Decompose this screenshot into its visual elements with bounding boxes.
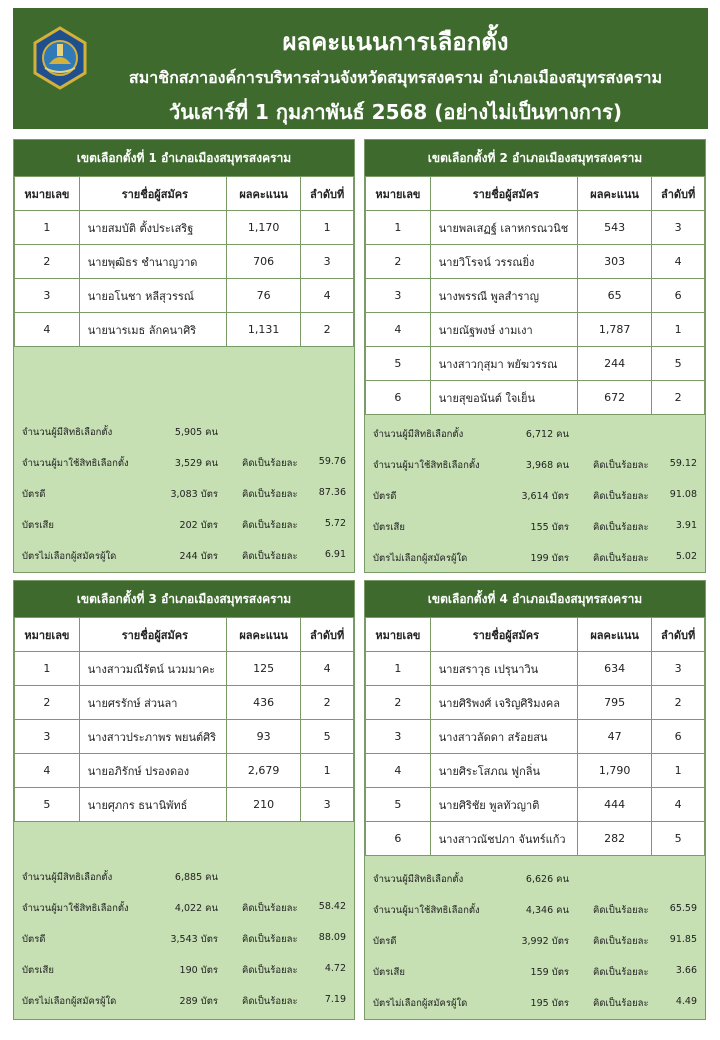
candidate-number: 2: [366, 686, 431, 720]
candidate-table: [365, 617, 705, 856]
stat-no-vote-ballots: [365, 542, 705, 573]
candidate-rank: 3: [652, 652, 705, 686]
stat-percent: 91.08: [669, 489, 697, 500]
stat-percent: 87.36: [318, 487, 346, 498]
provincial-seal-logo: [31, 26, 89, 90]
stat-percent: 5.72: [324, 518, 346, 529]
stat-voted: [365, 894, 705, 925]
stat-label: บัตรเสีย: [373, 522, 405, 533]
candidate-name: นายศุภกร ธนานิพัทธ์: [79, 788, 226, 822]
col-header-number: หมายเลข: [366, 618, 431, 652]
candidate-score: 1,787: [577, 313, 651, 347]
candidate-name: นายสมบัติ ตั้งประเสริฐ: [79, 211, 226, 245]
table-row: [15, 245, 354, 279]
candidate-name: นายสุขอนันต์ ใจเย็น: [430, 381, 577, 415]
table-header-row: [366, 618, 705, 652]
stat-value: 4,346 คน: [525, 905, 569, 916]
stat-label: บัตรดี: [373, 936, 397, 947]
table-row: [366, 313, 705, 347]
candidate-score: 795: [577, 686, 651, 720]
percent-label: คิดเป็นร้อยละ: [593, 905, 649, 916]
stat-eligible: [14, 416, 354, 447]
percent-label: คิดเป็นร้อยละ: [593, 936, 649, 947]
candidate-rank: 3: [301, 245, 354, 279]
candidate-name: นายศิริชัย พูลทัวญาติ: [430, 788, 577, 822]
table-row: [366, 822, 705, 856]
col-header-score: ผลคะแนน: [577, 618, 651, 652]
candidate-rank: 4: [301, 652, 354, 686]
stat-voted: [14, 892, 354, 923]
candidate-name: นายศรรักษ์ ส่วนลา: [79, 686, 226, 720]
stat-good-ballots: [14, 478, 354, 509]
table-row: [15, 211, 354, 245]
district-title: เขตเลือกตั้งที่ 3 อำเภอเมืองสมุทรสงคราม: [14, 581, 354, 617]
stat-value: 289 บัตร: [179, 996, 218, 1007]
candidate-name: นางสาวมณีรัตน์ นวมมาคะ: [79, 652, 226, 686]
candidate-rank: 4: [652, 788, 705, 822]
stat-label: บัตรดี: [22, 934, 46, 945]
candidate-rank: 3: [301, 788, 354, 822]
table-row: [366, 686, 705, 720]
candidate-number: 3: [366, 720, 431, 754]
stat-percent: 59.12: [669, 458, 697, 469]
district-4-panel: [364, 580, 706, 1020]
candidate-rank: 1: [652, 313, 705, 347]
col-header-number: หมายเลข: [366, 177, 431, 211]
stat-eligible: [365, 418, 705, 449]
candidate-rank: 6: [652, 279, 705, 313]
candidate-name: นางพรรณี พูลสำราญ: [430, 279, 577, 313]
candidate-score: 65: [577, 279, 651, 313]
stat-bad-ballots: [14, 954, 354, 985]
percent-label: คิดเป็นร้อยละ: [242, 520, 298, 531]
candidate-number: 6: [366, 822, 431, 856]
stat-value: 3,968 คน: [525, 460, 569, 471]
candidate-number: 1: [15, 211, 80, 245]
percent-label: คิดเป็นร้อยละ: [593, 553, 649, 564]
percent-label: คิดเป็นร้อยละ: [242, 903, 298, 914]
table-row: [366, 381, 705, 415]
candidate-score: 47: [577, 720, 651, 754]
header-banner: [13, 8, 708, 129]
summary-stats: [365, 863, 705, 1018]
candidate-number: 4: [15, 754, 80, 788]
candidate-score: 2,679: [226, 754, 300, 788]
stat-percent: 6.91: [324, 549, 346, 560]
candidate-rank: 3: [652, 211, 705, 245]
percent-label: คิดเป็นร้อยละ: [242, 965, 298, 976]
stat-label: บัตรไม่เลือกผู้สมัครผู้ใด: [22, 551, 117, 562]
stat-label: บัตรดี: [373, 491, 397, 502]
district-title: เขตเลือกตั้งที่ 1 อำเภอเมืองสมุทรสงคราม: [14, 140, 354, 176]
col-header-rank: ลำดับที่: [301, 618, 354, 652]
candidate-score: 76: [226, 279, 300, 313]
candidate-score: 672: [577, 381, 651, 415]
col-header-score: ผลคะแนน: [226, 618, 300, 652]
stat-good-ballots: [14, 923, 354, 954]
candidate-rank: 1: [301, 211, 354, 245]
stat-label: บัตรไม่เลือกผู้สมัครผู้ใด: [373, 998, 468, 1009]
col-header-name: รายชื่อผู้สมัคร: [79, 618, 226, 652]
candidate-name: นายพุฒิธร ชำนาญวาด: [79, 245, 226, 279]
stat-value: 3,529 คน: [174, 458, 218, 469]
candidate-number: 2: [366, 245, 431, 279]
stat-label: บัตรเสีย: [22, 520, 54, 531]
candidate-score: 444: [577, 788, 651, 822]
col-header-name: รายชื่อผู้สมัคร: [430, 618, 577, 652]
stat-label: จำนวนผู้มาใช้สิทธิเลือกตั้ง: [373, 460, 480, 471]
candidate-rank: 5: [652, 822, 705, 856]
stat-value: 3,614 บัตร: [521, 491, 569, 502]
col-header-number: หมายเลข: [15, 618, 80, 652]
percent-label: คิดเป็นร้อยละ: [593, 522, 649, 533]
table-header-row: [366, 177, 705, 211]
stat-label: จำนวนผู้มาใช้สิทธิเลือกตั้ง: [22, 458, 129, 469]
summary-stats: [14, 861, 354, 1016]
candidate-number: 3: [15, 279, 80, 313]
stat-percent: 4.72: [324, 963, 346, 974]
candidate-score: 1,170: [226, 211, 300, 245]
col-header-score: ผลคะแนน: [577, 177, 651, 211]
candidate-number: 5: [366, 347, 431, 381]
percent-label: คิดเป็นร้อยละ: [242, 489, 298, 500]
table-row: [366, 652, 705, 686]
stat-label: บัตรไม่เลือกผู้สมัครผู้ใด: [22, 996, 117, 1007]
candidate-score: 210: [226, 788, 300, 822]
stat-eligible: [365, 863, 705, 894]
col-header-rank: ลำดับที่: [301, 177, 354, 211]
table-row: [15, 313, 354, 347]
table-row: [366, 754, 705, 788]
candidate-number: 5: [15, 788, 80, 822]
table-row: [15, 720, 354, 754]
stat-value: 190 บัตร: [179, 965, 218, 976]
stat-percent: 59.76: [318, 456, 346, 467]
candidate-rank: 4: [301, 279, 354, 313]
stat-no-vote-ballots: [14, 540, 354, 571]
candidate-rank: 5: [652, 347, 705, 381]
col-header-name: รายชื่อผู้สมัคร: [79, 177, 226, 211]
candidate-name: นายอโนชา หลีสุวรรณ์: [79, 279, 226, 313]
stat-bad-ballots: [365, 956, 705, 987]
stat-bad-ballots: [14, 509, 354, 540]
candidate-number: 2: [15, 245, 80, 279]
candidate-name: นายศิริพงศ์ เจริญศิริมงคล: [430, 686, 577, 720]
candidate-score: 543: [577, 211, 651, 245]
stat-label: จำนวนผู้มีสิทธิเลือกตั้ง: [22, 872, 113, 883]
election-date: วันเสาร์ที่ 1 กุมภาพันธ์ 2568 (อย่างไม่เป็นทางการ): [168, 100, 623, 124]
candidate-number: 4: [366, 754, 431, 788]
candidate-name: นายณัฐพงษ์ งามเงา: [430, 313, 577, 347]
stat-value: 155 บัตร: [530, 522, 569, 533]
district-title: เขตเลือกตั้งที่ 4 อำเภอเมืองสมุทรสงคราม: [365, 581, 705, 617]
stat-value: 244 บัตร: [179, 551, 218, 562]
table-row: [366, 788, 705, 822]
col-header-number: หมายเลข: [15, 177, 80, 211]
stat-percent: 65.59: [669, 903, 697, 914]
stat-value: 4,022 คน: [174, 903, 218, 914]
stat-percent: 58.42: [318, 901, 346, 912]
stat-voted: [14, 447, 354, 478]
candidate-score: 244: [577, 347, 651, 381]
stat-label: บัตรไม่เลือกผู้สมัครผู้ใด: [373, 553, 468, 564]
candidate-rank: 2: [301, 313, 354, 347]
stat-bad-ballots: [365, 511, 705, 542]
candidate-rank: 2: [301, 686, 354, 720]
table-row: [15, 652, 354, 686]
stat-percent: 7.19: [324, 994, 346, 1005]
candidate-rank: 2: [652, 381, 705, 415]
stat-good-ballots: [365, 480, 705, 511]
stat-voted: [365, 449, 705, 480]
table-row: [15, 788, 354, 822]
stat-no-vote-ballots: [365, 987, 705, 1018]
candidate-score: 282: [577, 822, 651, 856]
table-header-row: [15, 618, 354, 652]
candidate-number: 1: [15, 652, 80, 686]
candidate-score: 634: [577, 652, 651, 686]
stat-value: 6,626 คน: [525, 874, 569, 885]
candidate-name: นายนารเมธ ลักคนาศิริ: [79, 313, 226, 347]
candidate-number: 5: [366, 788, 431, 822]
candidate-score: 1,131: [226, 313, 300, 347]
stat-label: จำนวนผู้มีสิทธิเลือกตั้ง: [373, 429, 464, 440]
candidate-name: นางสาวลัดดา สร้อยสน: [430, 720, 577, 754]
candidate-number: 6: [366, 381, 431, 415]
percent-label: คิดเป็นร้อยละ: [242, 551, 298, 562]
stat-label: จำนวนผู้มีสิทธิเลือกตั้ง: [22, 427, 113, 438]
table-row: [15, 686, 354, 720]
stat-eligible: [14, 861, 354, 892]
candidate-number: 4: [366, 313, 431, 347]
candidate-number: 1: [366, 652, 431, 686]
candidate-score: 436: [226, 686, 300, 720]
candidate-score: 1,790: [577, 754, 651, 788]
stat-label: จำนวนผู้มาใช้สิทธิเลือกตั้ง: [373, 905, 480, 916]
candidate-rank: 1: [301, 754, 354, 788]
stat-no-vote-ballots: [14, 985, 354, 1016]
stat-percent: 3.91: [675, 520, 697, 531]
stat-value: 3,992 บัตร: [521, 936, 569, 947]
stat-value: 6,885 คน: [174, 872, 218, 883]
table-row: [366, 720, 705, 754]
percent-label: คิดเป็นร้อยละ: [593, 491, 649, 502]
stat-percent: 91.85: [669, 934, 697, 945]
table-row: [15, 279, 354, 313]
stat-value: 3,543 บัตร: [170, 934, 218, 945]
candidate-name: นางสาวกุสุมา พยัฆวรรณ: [430, 347, 577, 381]
stat-label: บัตรเสีย: [373, 967, 405, 978]
candidate-number: 2: [15, 686, 80, 720]
stat-value: 159 บัตร: [530, 967, 569, 978]
candidate-score: 303: [577, 245, 651, 279]
candidate-number: 4: [15, 313, 80, 347]
candidate-score: 93: [226, 720, 300, 754]
stat-percent: 88.09: [318, 932, 346, 943]
stat-percent: 5.02: [675, 551, 697, 562]
candidate-name: นางสาวประภาพร พยนต์ศิริ: [79, 720, 226, 754]
stat-value: 3,083 บัตร: [170, 489, 218, 500]
stat-value: 202 บัตร: [179, 520, 218, 531]
stat-label: จำนวนผู้มาใช้สิทธิเลือกตั้ง: [22, 903, 129, 914]
candidate-score: 706: [226, 245, 300, 279]
page-subtitle: สมาชิกสภาองค์การบริหารส่วนจังหวัดสมุทรสงคราม อำเภอเมืองสมุทรสงคราม: [128, 68, 663, 87]
col-header-rank: ลำดับที่: [652, 618, 705, 652]
candidate-name: นางสาวณัชปภา จันทร์แก้ว: [430, 822, 577, 856]
table-row: [15, 754, 354, 788]
stat-value: 195 บัตร: [530, 998, 569, 1009]
stat-value: 5,905 คน: [174, 427, 218, 438]
candidate-name: นายสราวุธ เปรุนาวิน: [430, 652, 577, 686]
candidate-rank: 6: [652, 720, 705, 754]
percent-label: คิดเป็นร้อยละ: [242, 996, 298, 1007]
stat-label: บัตรเสีย: [22, 965, 54, 976]
percent-label: คิดเป็นร้อยละ: [593, 967, 649, 978]
stat-good-ballots: [365, 925, 705, 956]
stat-percent: 3.66: [675, 965, 697, 976]
district-title: เขตเลือกตั้งที่ 2 อำเภอเมืองสมุทรสงคราม: [365, 140, 705, 176]
percent-label: คิดเป็นร้อยละ: [242, 458, 298, 469]
candidate-number: 3: [15, 720, 80, 754]
stat-label: จำนวนผู้มีสิทธิเลือกตั้ง: [373, 874, 464, 885]
candidate-rank: 4: [652, 245, 705, 279]
candidate-number: 1: [366, 211, 431, 245]
candidate-table: [365, 176, 705, 415]
col-header-score: ผลคะแนน: [226, 177, 300, 211]
candidate-table: [14, 617, 354, 822]
district-2-panel: [364, 139, 706, 573]
candidate-score: 125: [226, 652, 300, 686]
col-header-name: รายชื่อผู้สมัคร: [430, 177, 577, 211]
summary-stats: [14, 416, 354, 571]
candidate-name: นายวิโรจน์ วรรณยิ่ง: [430, 245, 577, 279]
stat-value: 199 บัตร: [530, 553, 569, 564]
candidate-name: นายพลเสฏฐ์ เลาหกรณวนิช: [430, 211, 577, 245]
percent-label: คิดเป็นร้อยละ: [242, 934, 298, 945]
table-row: [366, 211, 705, 245]
summary-stats: [365, 418, 705, 573]
col-header-rank: ลำดับที่: [652, 177, 705, 211]
table-header-row: [15, 177, 354, 211]
candidate-name: นายอภิรักษ์ ปรองดอง: [79, 754, 226, 788]
stat-percent: 4.49: [675, 996, 697, 1007]
stat-label: บัตรดี: [22, 489, 46, 500]
table-row: [366, 279, 705, 313]
candidate-table: [14, 176, 354, 347]
district-3-panel: [13, 580, 355, 1020]
percent-label: คิดเป็นร้อยละ: [593, 460, 649, 471]
candidate-rank: 1: [652, 754, 705, 788]
candidate-rank: 2: [652, 686, 705, 720]
candidate-rank: 5: [301, 720, 354, 754]
table-row: [366, 245, 705, 279]
percent-label: คิดเป็นร้อยละ: [593, 998, 649, 1009]
district-1-panel: [13, 139, 355, 573]
candidate-name: นายศิระโสภณ ฟูกลิ่น: [430, 754, 577, 788]
table-row: [366, 347, 705, 381]
candidate-number: 3: [366, 279, 431, 313]
page-title: ผลคะแนนการเลือกตั้ง: [282, 28, 509, 56]
stat-value: 6,712 คน: [525, 429, 569, 440]
